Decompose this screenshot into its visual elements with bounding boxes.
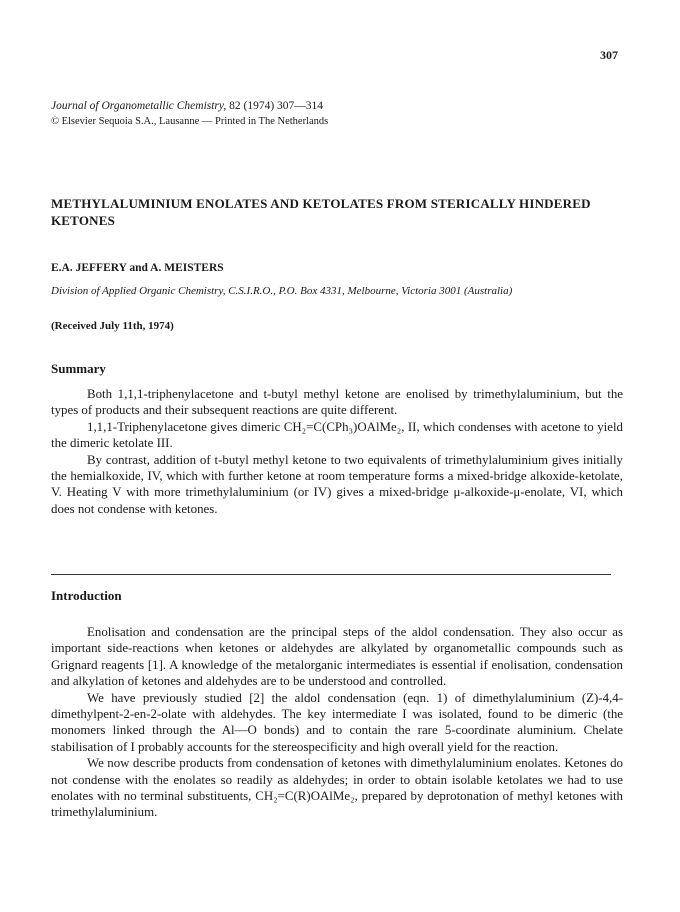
- summary-paragraph: By contrast, addition of t-butyl methyl ketone to two equivalents of trimethylaluminium gives initially the hemialkoxide, IV, which with further ketone at room temperature forms a mixed-bridge alkoxide-ketolate, V. Heating V with more trimethylaluminium (or IV) gives a mixed-bridge μ-alkoxide-μ-enolate, VI, which does not condense with ketones.: [51, 452, 623, 516]
- journal-name: Journal of Organometallic Chemistry,: [51, 100, 227, 112]
- introduction-paragraph: We now describe products from condensation of ketones with dimethylaluminium enolates. Ketones do not condense with the enolates so readily as aldehydes; in order to obtain isolable ketolates we had to use enolates with no terminal substituents, CH₂=C(R)OAlMe₂, prepared by deprotonation of methyl ketones with trimethylaluminium.: [51, 756, 623, 820]
- journal-citation: [51, 99, 328, 129]
- introduction-paragraph: We have previously studied [2] the aldol condensation (eqn. 1) of dimethylaluminium (Z)-4,4-dimethylpent-2-en-2-olate with aldehydes. The key intermediate I was isolated, found to be dimeric (the monomers linked through the Al—O bonds) and to contain the rare 5-coordinate aluminium. Chelate stabilisation of I probably accounts for the stereospecificity and high overall yield for the reaction.: [51, 690, 623, 754]
- summary-paragraph: Both 1,1,1-triphenylacetone and t-butyl methyl ketone are enolised by trimethylaluminium, but the types of products and their subsequent reactions are quite different.: [51, 387, 623, 418]
- summary-heading: Summary: [51, 361, 106, 376]
- received-date: (Received July 11th, 1974): [51, 320, 174, 332]
- introduction-paragraph: Enolisation and condensation are the principal steps of the aldol condensation. They also occur as important side-reactions when ketones or aldehydes are alkylated by organometallic compounds such as Grignard reagents [1]. A knowledge of the metalorganic intermediates is essential if enolisation, condensation and alkylation of ketones and aldehydes are to be understood and controlled.: [51, 625, 623, 689]
- section-divider: [51, 574, 611, 575]
- journal-volume: 82 (1974) 307—314: [226, 100, 324, 112]
- summary-body: [51, 386, 623, 517]
- journal-line: [51, 99, 328, 114]
- article-title: METHYLALUMINIUM ENOLATES AND KETOLATES FROM STERICALLY HINDERED KETONES: [51, 196, 591, 228]
- copyright-line: © Elsevier Sequoia S.A., Lausanne — Printed in The Netherlands: [51, 116, 329, 127]
- introduction-body: [51, 624, 623, 821]
- affiliation: Division of Applied Organic Chemistry, C.S.I.R.O., P.O. Box 4331, Melbourne, Victoria 3001 (Australia): [51, 285, 513, 297]
- introduction-heading: Introduction: [51, 588, 122, 603]
- summary-paragraph: 1,1,1-Triphenylacetone gives dimeric CH₂=C(CPh₃)OAlMe₂, II, which condenses with acetone to yield the dimeric ketolate III.: [51, 419, 623, 451]
- authors: E.A. JEFFERY and A. MEISTERS: [51, 262, 224, 274]
- page-number: 307: [600, 48, 618, 62]
